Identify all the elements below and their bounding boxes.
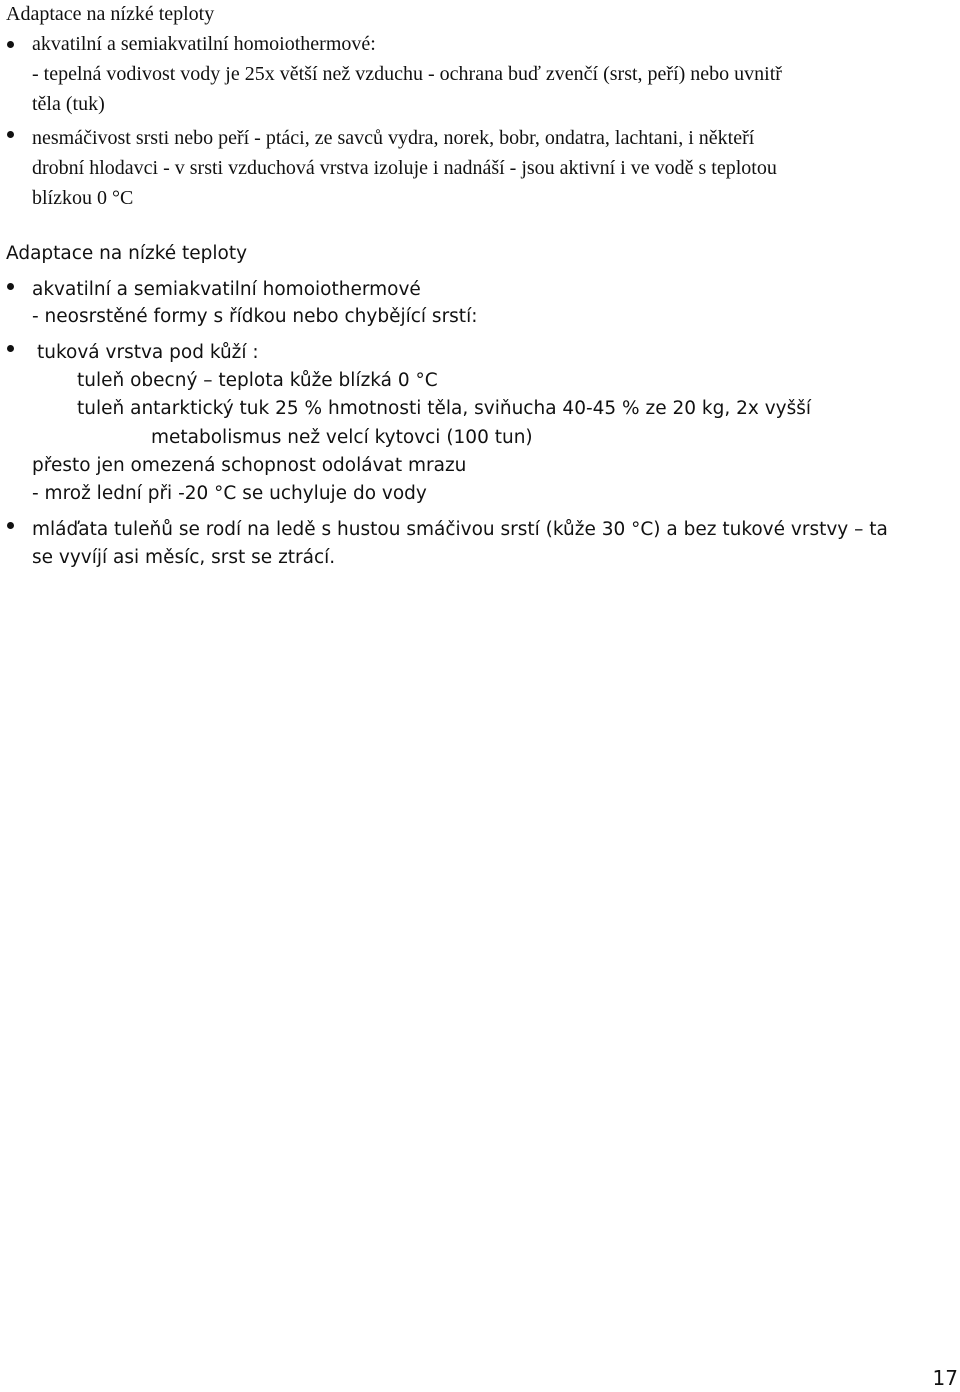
- section2-bullet2-line5: přesto jen omezená schopnost odolávat mrazu: [32, 455, 467, 476]
- section2-bullet3-line2: se vyvíjí asi měsíc, srst se ztrácí.: [32, 547, 336, 568]
- section1-bullet1-line1: akvatilní a semiakvatilní homoiothermové:: [32, 33, 376, 55]
- bullet-icon: [7, 522, 14, 529]
- section2-heading: Adaptace na nízké teploty: [6, 243, 248, 264]
- bullet-icon: [7, 345, 14, 352]
- bullet-icon: [7, 283, 14, 290]
- section2-bullet1-line1: akvatilní a semiakvatilní homoiothermové: [32, 279, 421, 300]
- page-number: 17: [932, 1366, 958, 1390]
- section2-bullet2-line4: metabolismus než velcí kytovci (100 tun): [151, 427, 533, 448]
- section1-bullet2-line1: nesmáčivost srsti nebo peří - ptáci, ze savců vydra, norek, bobr, ondatra, lachtani, i někteří: [32, 127, 755, 149]
- section1-bullet2-line3: blízkou 0 °C: [32, 187, 134, 209]
- section2-bullet2-line6: - mrož lední při -20 °C se uchyluje do vody: [32, 483, 427, 504]
- section2-bullet3-line1: mláďata tuleňů se rodí na ledě s hustou smáčivou srstí (kůže 30 °C) a bez tukové vrstvy – ta: [32, 519, 888, 540]
- section2-bullet2-line3: tuleň antarktický tuk 25 % hmotnosti těla, sviňucha 40-45 % ze 20 kg, 2x vyšší: [77, 398, 812, 419]
- section1-bullet1-line3: těla (tuk): [32, 93, 105, 115]
- bullet-icon: [7, 131, 14, 138]
- section1-bullet1-line2: - tepelná vodivost vody je 25x větší než vzduchu - ochrana buď zvenčí (srst, peří) nebo uvnitř: [32, 63, 782, 85]
- section1-bullet2-line2: drobní hlodavci - v srsti vzduchová vrstva izoluje i nadnáší - jsou aktivní i ve vodě s teplotou: [32, 157, 777, 179]
- section2-bullet2-line1: tuková vrstva pod kůží :: [37, 342, 259, 363]
- section2-bullet1-line2: - neosrstěné formy s řídkou nebo chybějící srstí:: [32, 306, 478, 327]
- bullet-icon: [7, 41, 14, 48]
- section1-heading: Adaptace na nízké teploty: [6, 3, 215, 25]
- section2-bullet2-line2: tuleň obecný – teplota kůže blízká 0 °C: [77, 370, 438, 391]
